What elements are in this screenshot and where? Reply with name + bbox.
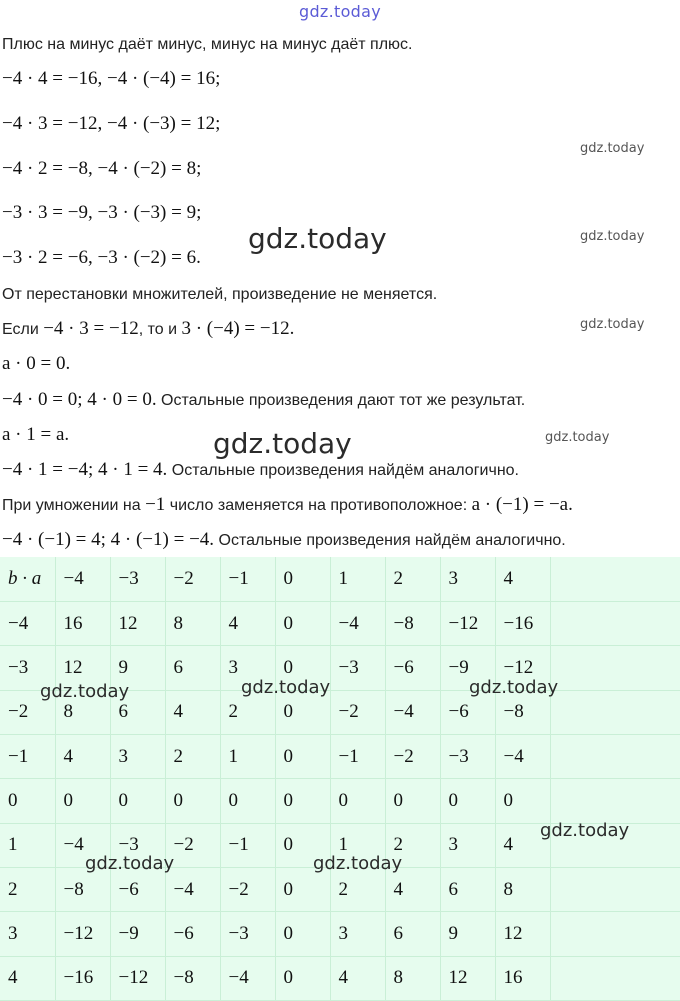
table-row bbox=[0, 601, 680, 645]
row-label-cell: −1 bbox=[0, 734, 55, 778]
table-cell: 2 bbox=[165, 734, 220, 778]
table-cell: 0 bbox=[275, 823, 330, 867]
table-cell: 16 bbox=[55, 601, 110, 645]
table-cell: −3 bbox=[330, 646, 385, 690]
solution-line bbox=[2, 353, 70, 376]
table-cell: 4 bbox=[55, 734, 110, 778]
table-cell: 4 bbox=[385, 867, 440, 911]
table-cell: 0 bbox=[275, 779, 330, 823]
table-cell: 0 bbox=[275, 867, 330, 911]
solution-line bbox=[2, 318, 294, 341]
table-cell: 3 bbox=[440, 823, 495, 867]
table-cell: 0 bbox=[275, 601, 330, 645]
table-cell: 4 bbox=[165, 690, 220, 734]
row-label-cell: −4 bbox=[0, 601, 55, 645]
math-expression: −3 · 2 = −6, −3 · (−2) = 6. bbox=[2, 247, 201, 268]
table-cell: 0 bbox=[440, 779, 495, 823]
table-spacer bbox=[550, 646, 680, 690]
table-cell: 6 bbox=[165, 646, 220, 690]
text-fragment: От перестановки множителей, произведение не меняется. bbox=[2, 286, 438, 303]
watermark: gdz.today bbox=[213, 427, 352, 460]
table-cell: 1 bbox=[330, 823, 385, 867]
table-cell: −4 bbox=[165, 867, 220, 911]
math-expression: 3 · (−4) = −12. bbox=[181, 318, 295, 339]
text-fragment: Остальные произведения найдём аналогично. bbox=[167, 462, 519, 479]
table-row bbox=[0, 867, 680, 911]
table-spacer bbox=[550, 867, 680, 911]
math-expression: −4 · 3 = −12, −4 · (−3) = 12; bbox=[2, 113, 221, 134]
row-label-cell: b · a bbox=[0, 557, 55, 601]
solution-line bbox=[2, 247, 201, 270]
table-header-row bbox=[0, 557, 680, 601]
table-cell: 2 bbox=[385, 823, 440, 867]
solution-line bbox=[2, 284, 437, 306]
table-spacer bbox=[550, 912, 680, 956]
text-fragment: Остальные произведения найдём аналогично. bbox=[214, 532, 566, 549]
watermark: gdz.today bbox=[248, 222, 387, 255]
text-fragment: число заменяется на противоположное: bbox=[165, 497, 472, 514]
table-row bbox=[0, 734, 680, 778]
table-cell: 0 bbox=[330, 779, 385, 823]
table-cell: 8 bbox=[495, 867, 550, 911]
row-label-cell: −2 bbox=[0, 690, 55, 734]
table-cell: −2 bbox=[165, 557, 220, 601]
table-spacer bbox=[550, 557, 680, 601]
math-expression: −1 bbox=[145, 494, 166, 515]
table-cell: −2 bbox=[385, 734, 440, 778]
solution-line bbox=[2, 113, 220, 136]
table-spacer bbox=[550, 956, 680, 1000]
table-cell: 4 bbox=[330, 956, 385, 1000]
text-fragment: Плюс на минус даёт минус, минус на минус даёт плюс. bbox=[2, 36, 413, 53]
solution-line bbox=[2, 529, 566, 552]
table-cell: 12 bbox=[110, 601, 165, 645]
table-cell: −2 bbox=[330, 690, 385, 734]
table-cell: −9 bbox=[110, 912, 165, 956]
table-cell: 12 bbox=[55, 646, 110, 690]
table-cell: 2 bbox=[330, 867, 385, 911]
math-expression: −4 · (−1) = 4; 4 · (−1) = −4. bbox=[2, 529, 215, 550]
table-row bbox=[0, 956, 680, 1000]
table-cell: 4 bbox=[220, 601, 275, 645]
table-cell: 4 bbox=[495, 557, 550, 601]
table-cell: 0 bbox=[275, 734, 330, 778]
table-cell: 1 bbox=[330, 557, 385, 601]
watermark: gdz.today bbox=[241, 677, 331, 698]
table-spacer bbox=[550, 601, 680, 645]
table-cell: −6 bbox=[440, 690, 495, 734]
table-cell: 0 bbox=[495, 779, 550, 823]
table-cell: 0 bbox=[55, 779, 110, 823]
table-cell: −12 bbox=[440, 601, 495, 645]
table-cell: 0 bbox=[220, 779, 275, 823]
site-logo[interactable]: gdz.today bbox=[299, 2, 381, 21]
table-spacer bbox=[550, 690, 680, 734]
solution-line bbox=[2, 34, 413, 56]
table-cell: −4 bbox=[55, 823, 110, 867]
math-expression: −4 · 1 = −4; 4 · 1 = 4. bbox=[2, 459, 168, 480]
table-cell: −6 bbox=[385, 646, 440, 690]
table-cell: −3 bbox=[220, 912, 275, 956]
table-cell: 0 bbox=[275, 690, 330, 734]
table-cell: 12 bbox=[495, 912, 550, 956]
watermark: gdz.today bbox=[580, 317, 645, 332]
watermark: gdz.today bbox=[469, 677, 559, 698]
table-cell: 2 bbox=[385, 557, 440, 601]
table-cell: 0 bbox=[275, 956, 330, 1000]
table-cell: −6 bbox=[165, 912, 220, 956]
text-fragment: Остальные произведения дают тот же результат. bbox=[156, 392, 526, 409]
table-cell: −16 bbox=[55, 956, 110, 1000]
math-expression: −4 · 2 = −8, −4 · (−2) = 8; bbox=[2, 158, 202, 179]
watermark: gdz.today bbox=[85, 853, 175, 874]
solution-line bbox=[2, 389, 525, 412]
table-cell: 4 bbox=[495, 823, 550, 867]
table-cell: −9 bbox=[440, 646, 495, 690]
table-cell: 12 bbox=[440, 956, 495, 1000]
text-fragment: , то и bbox=[138, 321, 182, 338]
math-expression: a · (−1) = −a. bbox=[471, 494, 573, 515]
table-cell: −3 bbox=[110, 557, 165, 601]
table-cell: −8 bbox=[385, 601, 440, 645]
table-cell: −16 bbox=[495, 601, 550, 645]
table-cell: 6 bbox=[110, 690, 165, 734]
solution-line bbox=[2, 202, 201, 225]
table-cell: −2 bbox=[220, 867, 275, 911]
table-cell: −4 bbox=[220, 956, 275, 1000]
table-cell: 2 bbox=[220, 690, 275, 734]
row-label-cell: 0 bbox=[0, 779, 55, 823]
table-cell: −8 bbox=[495, 690, 550, 734]
table-cell: −4 bbox=[385, 690, 440, 734]
watermark: gdz.today bbox=[540, 820, 630, 841]
table-cell: −6 bbox=[110, 867, 165, 911]
table-cell: −8 bbox=[55, 867, 110, 911]
table-cell: 6 bbox=[385, 912, 440, 956]
table-cell: 9 bbox=[110, 646, 165, 690]
row-label-cell: 4 bbox=[0, 956, 55, 1000]
text-fragment: При умножении на bbox=[2, 497, 146, 514]
table-cell: −12 bbox=[110, 956, 165, 1000]
table-cell: 1 bbox=[220, 734, 275, 778]
watermark: gdz.today bbox=[40, 681, 130, 702]
watermark: gdz.today bbox=[545, 430, 610, 445]
math-expression: −4 · 4 = −16, −4 · (−4) = 16; bbox=[2, 68, 221, 89]
table-cell: 3 bbox=[440, 557, 495, 601]
table-row bbox=[0, 779, 680, 823]
table-cell: −4 bbox=[330, 601, 385, 645]
table-row bbox=[0, 912, 680, 956]
solution-line bbox=[2, 459, 519, 482]
table-cell: 8 bbox=[165, 601, 220, 645]
table-cell: −2 bbox=[165, 823, 220, 867]
math-expression: −4 · 3 = −12 bbox=[43, 318, 139, 339]
table-cell: −3 bbox=[440, 734, 495, 778]
table-cell: 0 bbox=[275, 557, 330, 601]
table-cell: 9 bbox=[440, 912, 495, 956]
table-cell: 16 bbox=[495, 956, 550, 1000]
watermark: gdz.today bbox=[313, 853, 403, 874]
math-expression: −4 · 0 = 0; 4 · 0 = 0. bbox=[2, 389, 157, 410]
row-label-cell: 2 bbox=[0, 867, 55, 911]
table-cell: 0 bbox=[165, 779, 220, 823]
table-cell: 8 bbox=[55, 690, 110, 734]
table-cell: −1 bbox=[330, 734, 385, 778]
solution-line bbox=[2, 424, 69, 447]
table-cell: −4 bbox=[55, 557, 110, 601]
text-fragment: Если bbox=[2, 321, 44, 338]
math-expression: a · 0 = 0. bbox=[2, 353, 71, 374]
watermark: gdz.today bbox=[580, 229, 645, 244]
multiplication-table bbox=[0, 557, 680, 1001]
row-label-cell: −3 bbox=[0, 646, 55, 690]
table-cell: −1 bbox=[220, 557, 275, 601]
watermark: gdz.today bbox=[580, 141, 645, 156]
table-cell: 0 bbox=[275, 646, 330, 690]
table-cell: 0 bbox=[110, 779, 165, 823]
math-expression: a · 1 = a. bbox=[2, 424, 70, 445]
table-cell: −12 bbox=[495, 646, 550, 690]
table-cell: 0 bbox=[275, 912, 330, 956]
table-cell: 3 bbox=[220, 646, 275, 690]
table-cell: −3 bbox=[110, 823, 165, 867]
row-label-cell: 1 bbox=[0, 823, 55, 867]
table-cell: −4 bbox=[495, 734, 550, 778]
table-cell: 3 bbox=[330, 912, 385, 956]
table-cell: 8 bbox=[385, 956, 440, 1000]
table-spacer bbox=[550, 734, 680, 778]
row-label-cell: 3 bbox=[0, 912, 55, 956]
math-expression: −3 · 3 = −9, −3 · (−3) = 9; bbox=[2, 202, 202, 223]
table-cell: 3 bbox=[110, 734, 165, 778]
table-cell: −12 bbox=[55, 912, 110, 956]
table-cell: −1 bbox=[220, 823, 275, 867]
table-cell: 0 bbox=[385, 779, 440, 823]
table-spacer bbox=[550, 779, 680, 823]
table-cell: 6 bbox=[440, 867, 495, 911]
solution-line bbox=[2, 158, 201, 181]
table-cell: −8 bbox=[165, 956, 220, 1000]
solution-line bbox=[2, 494, 573, 517]
solution-line bbox=[2, 68, 220, 91]
